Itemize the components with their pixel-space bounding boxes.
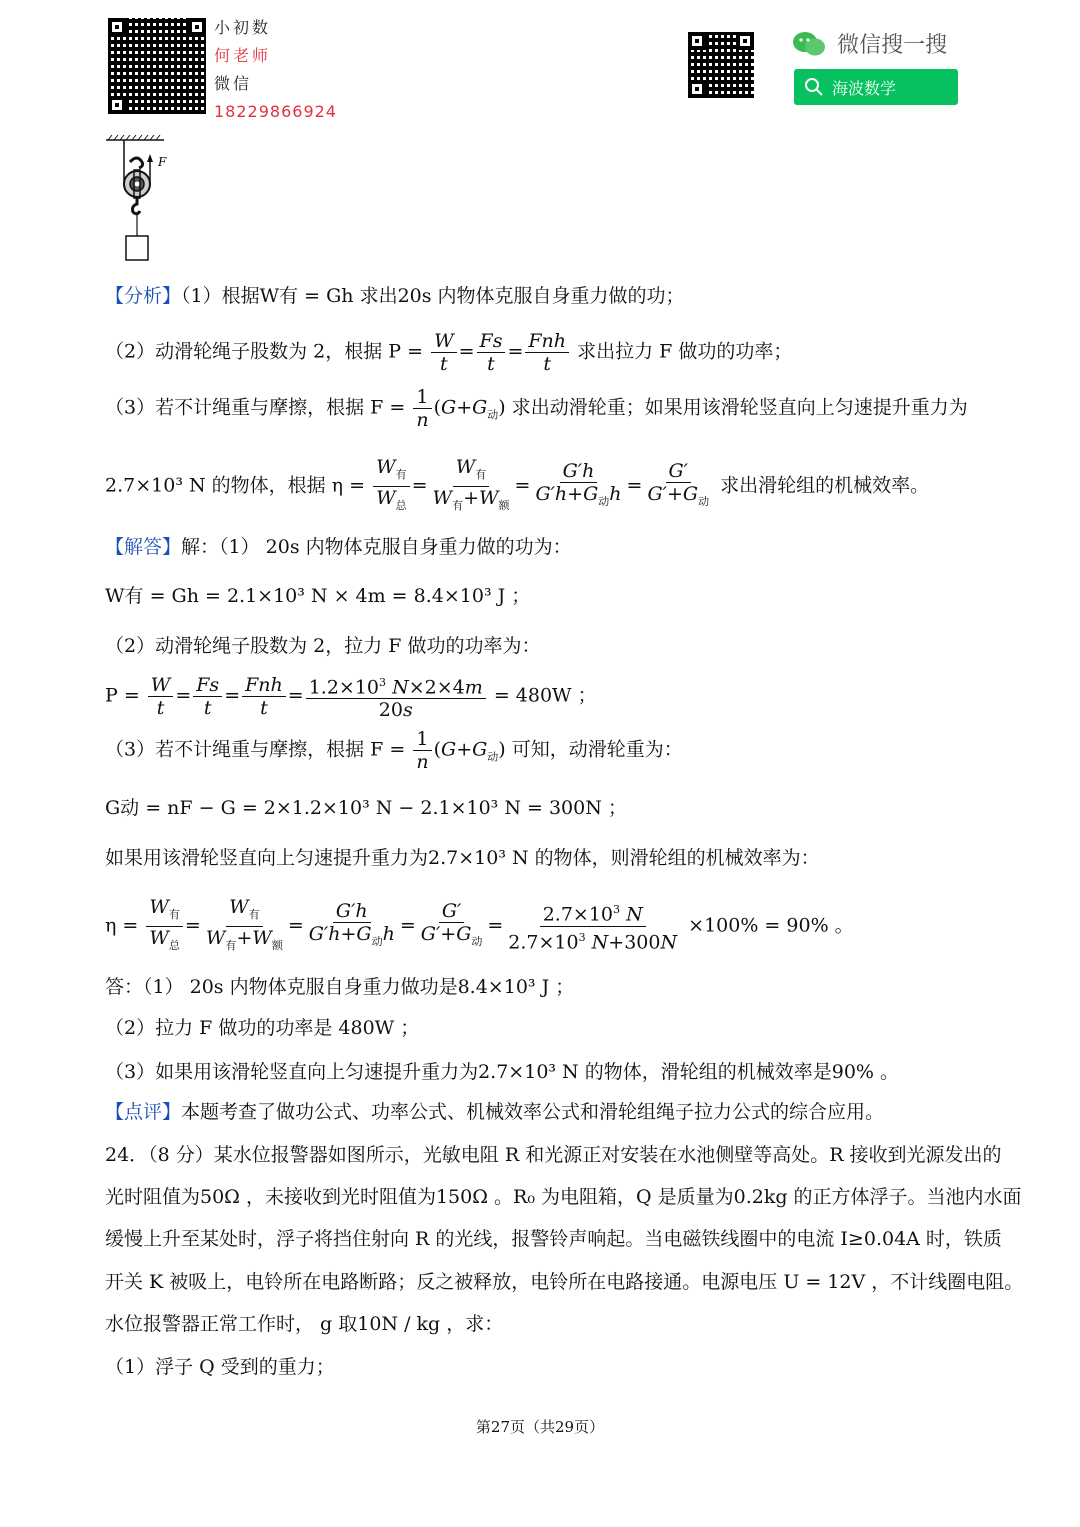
solution-line-2: W有 = Gh = 2.1×10³ N × 4m = 8.4×10³ J ；: [105, 585, 531, 607]
solution-text-5a: （3）若不计绳重与摩擦，根据 F =: [105, 738, 406, 761]
solution-text-1: 解：（1） 20s 内物体克服自身重力做的功为：: [181, 536, 572, 558]
contact-line-1: 小初数: [214, 18, 272, 37]
contact-phone: 18229866924: [214, 102, 337, 121]
analysis-text-1: （1）根据W有 = Gh 求出20s 内物体克服自身重力做的功；: [181, 285, 685, 307]
solution-text-4a: P =: [105, 684, 140, 707]
comment-tag: 【点评】: [105, 1101, 182, 1123]
analysis-text-3b: 求出动滑轮重；如果用该滑轮竖直向上匀速提升重力为: [511, 396, 968, 419]
analysis-line-4: 2.7×10³ N 的物体，根据 η = $\frac{W_有}{W_总}$ = $\frac{W_有}{W_有+W_额}$ = $\frac{G'h}{G'h+G_动h}$ = $\frac{G'}{G'+G_动}$ 求出滑轮组的机械效率。: [105, 456, 930, 512]
analysis-text-4b: 求出滑轮组的机械效率。: [720, 474, 930, 497]
solution-line-4: P = $\frac{W}{t}$ = $\frac{Fs}{t}$ = $\frac{\text{Fnh}}{t}$ = $\frac{1.2\times 10^3 N\times 2\times 4m}{20s}$ = 480W ；: [105, 672, 597, 721]
solution-line-1: [105, 535, 572, 559]
answer-line-1: 答：（1） 20s 内物体克服自身重力做功是8.4×10³ J ；: [105, 976, 575, 998]
analysis-line-1: [105, 284, 685, 308]
analysis-line-3: （3）若不计绳重与摩擦，根据 F = $\frac{1}{n}$ $(G+G_动)$ 求出动滑轮重；如果用该滑轮竖直向上匀速提升重力为: [105, 386, 968, 431]
analysis-text-3a: （3）若不计绳重与摩擦，根据 F =: [105, 396, 406, 419]
analysis-text-4a: 2.7×10³ N 的物体，根据 η =: [105, 474, 366, 497]
q24-line-2: 光时阻值为50Ω ，未接收到光时阻值为150Ω 。R₀ 为电阻箱，Q 是质量为0.2kg 的正方体浮子。当池内水面: [105, 1186, 1022, 1208]
q24-line-5: 水位报警器正常工作时， g 取10N / kg ，求：: [105, 1313, 504, 1335]
q24-line-3: 缓慢上升至某处时，浮子将挡住射向 R 的光线，报警铃声响起。当电磁铁线圈中的电流 I≥0.04A 时，铁质: [105, 1228, 1002, 1250]
qr-code-right: [688, 32, 754, 98]
search-button-label: 海波数学: [832, 78, 897, 98]
solution-line-6: G动 = nF − G = 2×1.2×10³ N − 2.1×10³ N = 300N ；: [105, 797, 627, 819]
q24-line-6: （1）浮子 Q 受到的重力；: [105, 1356, 335, 1378]
solution-line-8: η = $\frac{W_有}{W_总}$ = $\frac{W_有}{W_有+W_额}$ = $\frac{G'h}{G'h+G_动h}$ = $\frac{G'}{G'+G_动}$ = $\frac{2.7\times 10^3 N}{2.7\times 10^3 N+300N}$ ×100% = 90% 。: [105, 896, 854, 954]
q24-line-4: 开关 K 被吸上，电铃所在电路断路；反之被释放，电铃所在电路接通。电源电压 U = 12V ，不计线圈电阻。: [105, 1271, 1024, 1293]
answer-line-3: （3）如果用该滑轮竖直向上匀速提升重力为2.7×10³ N 的物体，滑轮组的机械效率是90% 。: [105, 1061, 899, 1083]
wechat-icon: [792, 30, 826, 58]
solution-line-5: （3）若不计绳重与摩擦，根据 F = $\frac{1}{n}$ $(G+G_动)$ 可知，动滑轮重为：: [105, 728, 683, 773]
search-button[interactable]: [794, 69, 958, 105]
answer-line-2: （2）拉力 F 做功的功率是 480W ；: [105, 1017, 420, 1039]
solution-line-7: 如果用该滑轮竖直向上匀速提升重力为2.7×10³ N 的物体，则滑轮组的机械效率为：: [105, 847, 820, 869]
comment-text: 本题考查了做功公式、功率公式、机械效率公式和滑轮组绳子拉力公式的综合应用。: [181, 1101, 885, 1123]
page-number: 第27页（共29页）: [475, 1418, 605, 1436]
contact-line-3: 微信: [214, 74, 253, 93]
solution-text-5b: 可知，动滑轮重为：: [511, 738, 683, 761]
search-icon: [804, 77, 824, 97]
force-label: F: [158, 155, 167, 169]
solution-text-4b: = 480W ；: [493, 684, 597, 707]
comment-line: [105, 1100, 884, 1124]
pulley-figure: [100, 132, 180, 264]
wechat-search: [792, 28, 947, 59]
contact-info: [214, 14, 337, 126]
q24-line-1: 24．（8 分）某水位报警器如图所示，光敏电阻 R 和光源正对安装在水池侧壁等高处。R 接收到光源发出的: [105, 1144, 1002, 1166]
analysis-text-2b: 求出拉力 F 做功的功率；: [577, 340, 793, 363]
solution-tag: 【解答】: [105, 536, 182, 558]
contact-line-2: 何老师: [214, 46, 272, 65]
wechat-search-label: 微信搜一搜: [837, 33, 948, 58]
analysis-line-2: （2）动滑轮绳子股数为 2，根据 P = $\frac{W}{t}$ = $\frac{Fs}{t}$ = $\frac{\text{Fnh}}{t}$ 求出拉力 F 做功的功率；: [105, 330, 793, 375]
solution-text-8b: ×100% = 90% 。: [688, 914, 854, 937]
qr-code-left: [108, 18, 206, 114]
solution-text-8a: η =: [105, 914, 139, 937]
analysis-tag: 【分析】: [105, 285, 182, 307]
solution-line-3: （2）动滑轮绳子股数为 2，拉力 F 做功的功率为：: [105, 635, 541, 657]
analysis-text-2a: （2）动滑轮绳子股数为 2，根据 P =: [105, 340, 424, 363]
